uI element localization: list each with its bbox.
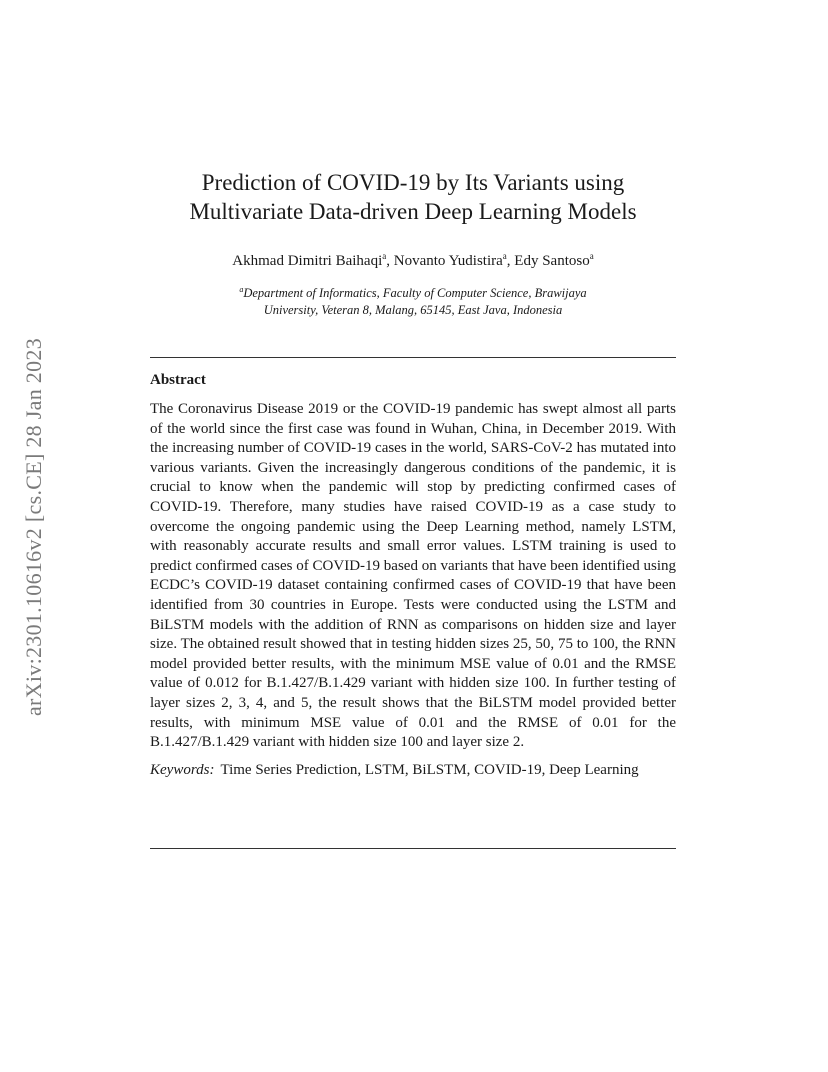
- paper-title-line-2: Multivariate Data-driven Deep Learning Models: [189, 199, 637, 224]
- author-separator: ,: [506, 253, 515, 269]
- abstract-heading: Abstract: [150, 372, 206, 388]
- paper-title-line-1: Prediction of COVID-19 by Its Variants using: [201, 170, 625, 195]
- author-affiliation-mark: a: [502, 251, 507, 261]
- author-list: [150, 246, 676, 271]
- keywords-label: Keywords:: [150, 761, 215, 778]
- affiliation: [150, 281, 676, 319]
- keywords-text: Time Series Prediction, LSTM, BiLSTM, COVID-19, Deep Learning: [220, 761, 639, 778]
- title-block: [150, 168, 676, 319]
- author-name: Novanto Yudistira: [393, 253, 503, 269]
- abstract-top-rule: [150, 357, 676, 358]
- affiliation-line-2: University, Veteran 8, Malang, 65145, East Java, Indonesia: [263, 303, 563, 318]
- author-name: Edy Santoso: [514, 253, 590, 269]
- author-affiliation-mark: a: [589, 251, 594, 261]
- affiliation-mark: a: [239, 285, 244, 294]
- author-name: Akhmad Dimitri Baihaqi: [232, 253, 383, 269]
- author-separator: ,: [386, 253, 394, 269]
- arxiv-identifier-stamp: [22, 292, 46, 762]
- affiliation-line-1: Department of Informatics, Faculty of Computer Science, Brawijaya: [243, 286, 587, 301]
- abstract-bottom-rule: [150, 848, 676, 849]
- paper-title: [150, 168, 676, 226]
- abstract-body: The Coronavirus Disease 2019 or the COVID-19 pandemic has swept almost all parts of the world since the first case was found in Wuhan, China, in December 2019. With the increasing number of COVID-19 cases in the world, SARS-CoV-2 has mutated into various variants. Given the increasingly dangerous conditions of the pandemic, it is crucial to know when the pandemic will stop by predicting confirmed cases of COVID-19. Therefore, many studies have raised COVID-19 as a case study to overcome the ongoing pandemic using the Deep Learning method, namely LSTM, with reasonably accurate results and small error values. LSTM training is used to predict confirmed cases of COVID-19 based on variants that have been identified using ECDC’s COVID-19 dataset containing confirmed cases of COVID-19 that have been identified from 30 countries in Europe. Tests were conducted using the LSTM and BiLSTM models with the addition of RNN as comparisons on hidden size and layer size. The obtained result showed that in testing hidden sizes 25, 50, 75 to 100, the RNN model provided better results, with the minimum MSE value of 0.01 and the RMSE value of 0.012 for B.1.427/B.1.429 variant with hidden size 100. In further testing of layer sizes 2, 3, 4, and 5, the result shows that the BiLSTM model provided better results, with minimum MSE value of 0.01 and the RMSE of 0.01 for the B.1.427/B.1.429 variant with hidden size 100 and layer size 2.: [150, 401, 676, 751]
- arxiv-identifier-text: arXiv:2301.10616v2 [cs.CE] 28 Jan 2023: [21, 337, 46, 717]
- abstract-section: [150, 370, 676, 780]
- keywords: [150, 761, 676, 781]
- author-affiliation-mark: a: [382, 251, 387, 261]
